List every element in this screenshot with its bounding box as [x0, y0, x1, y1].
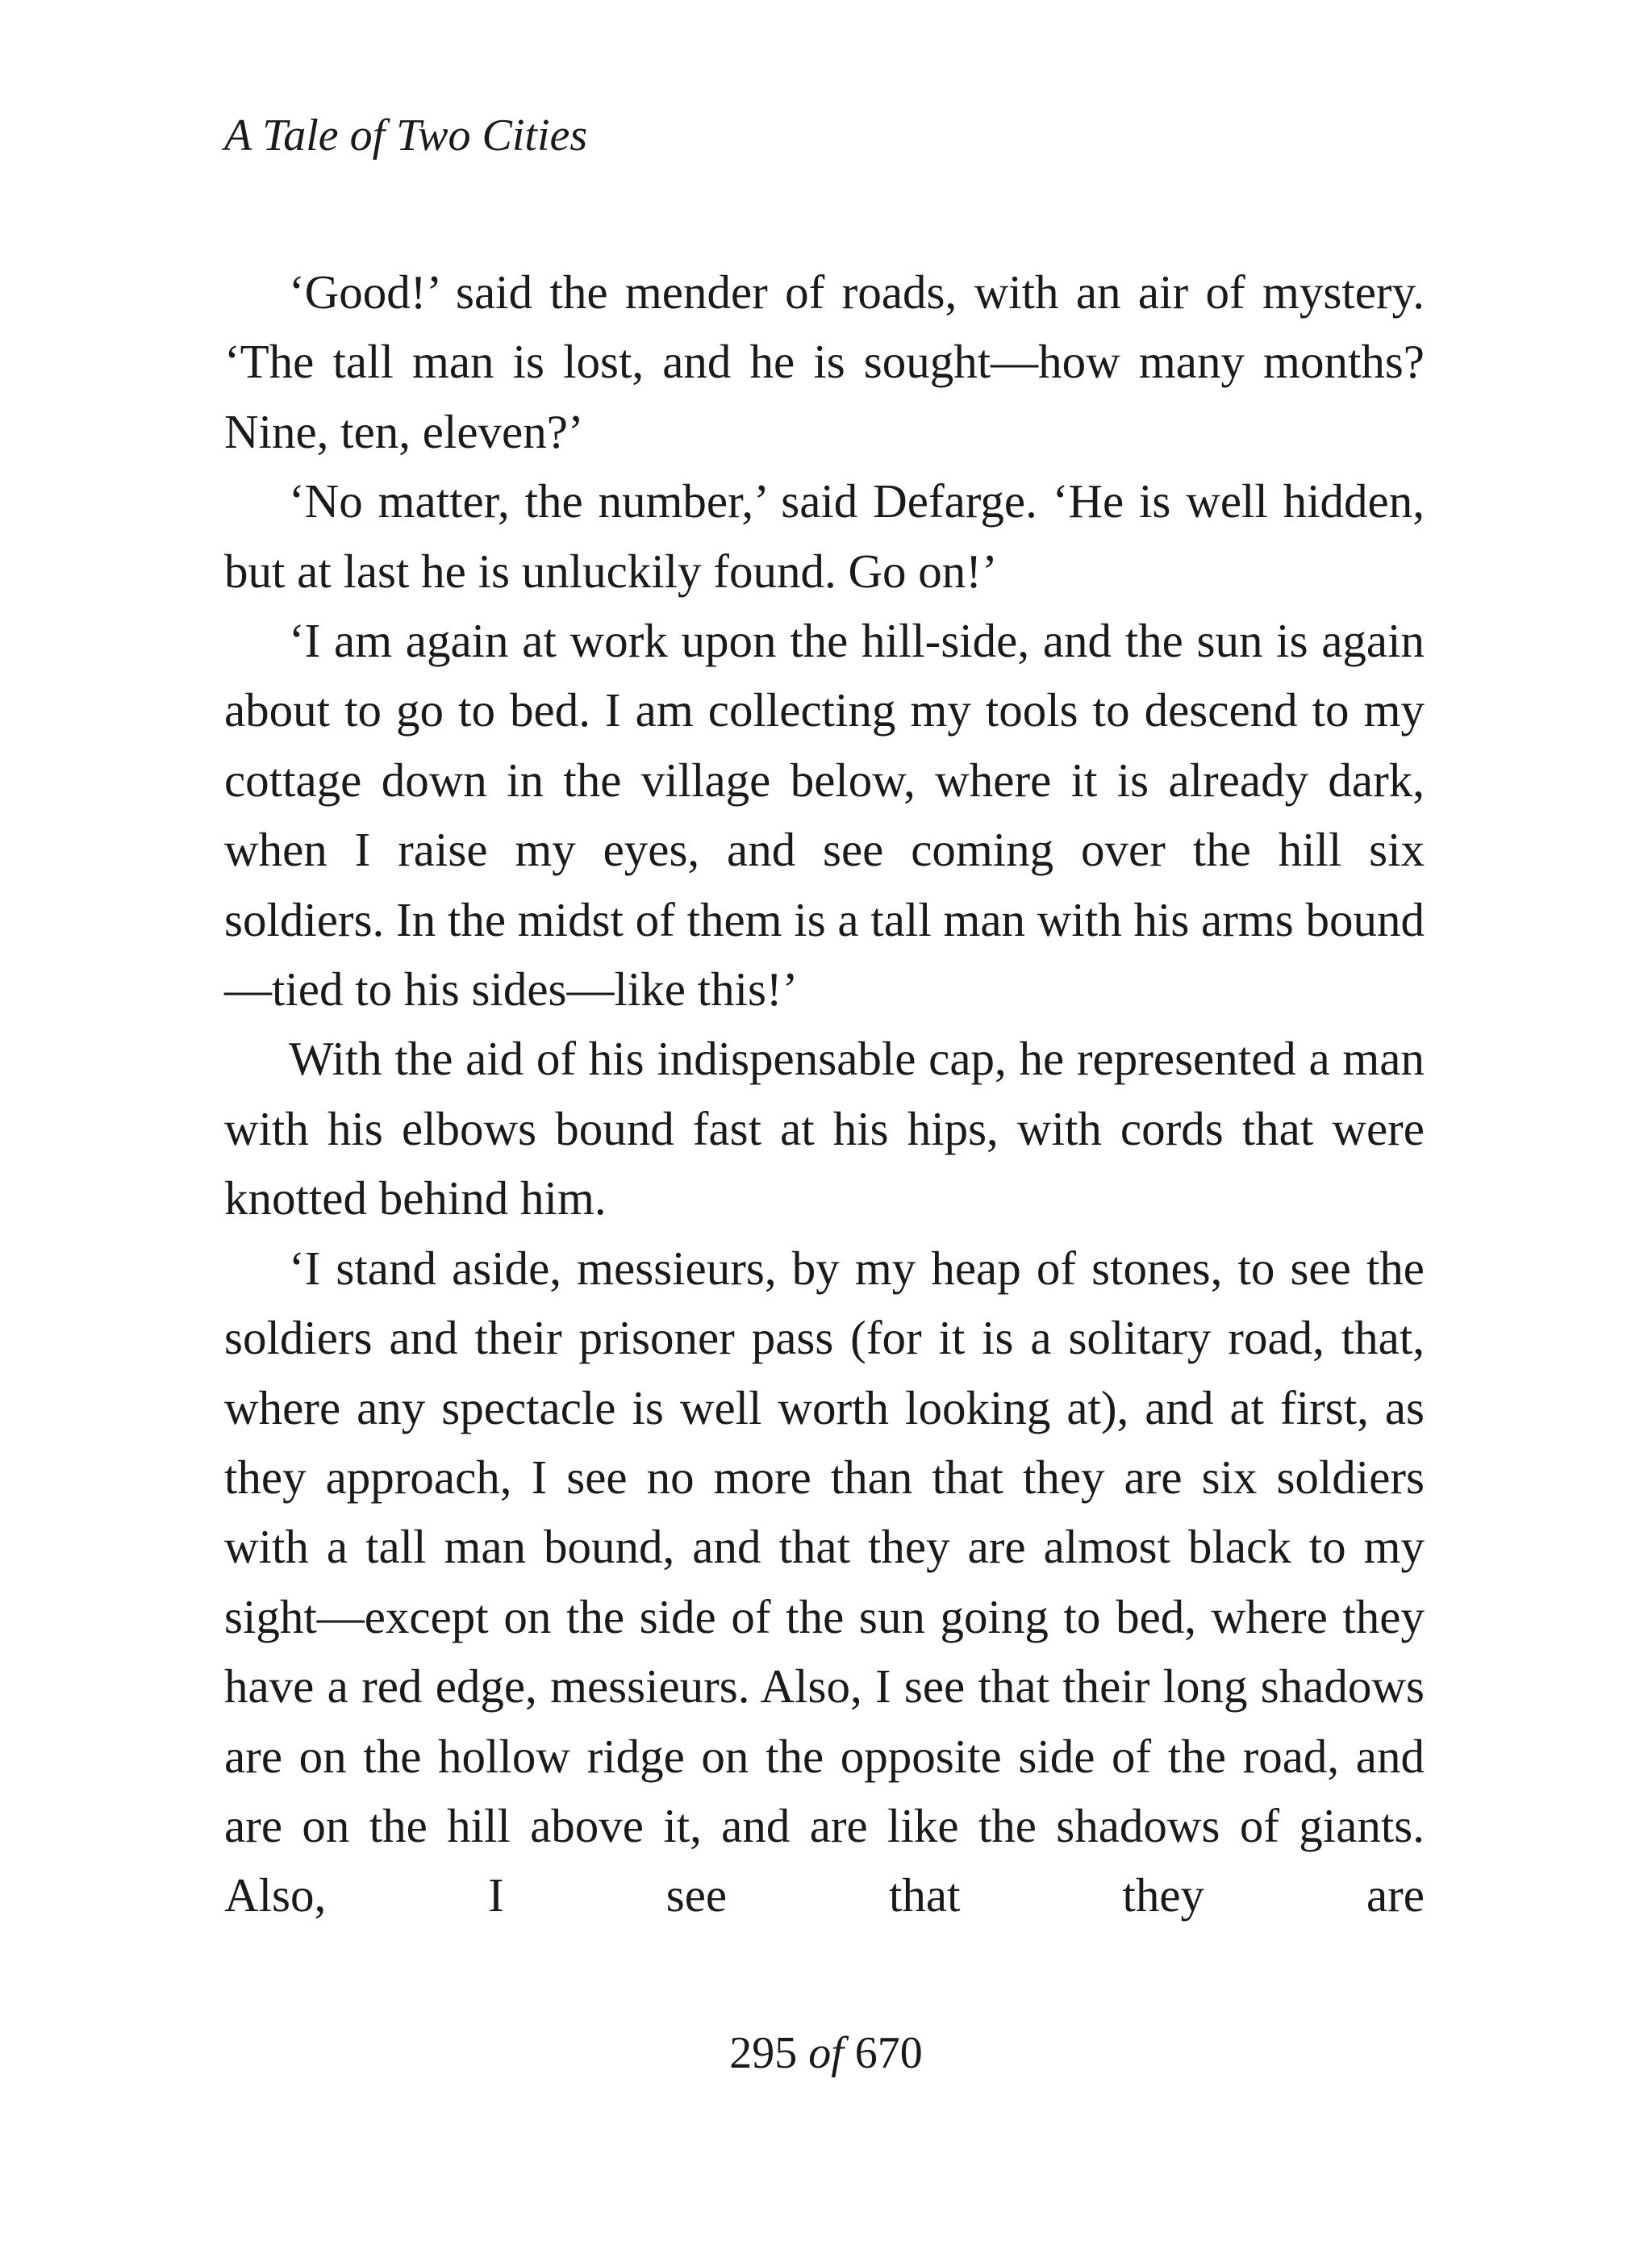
paragraph: ‘I stand aside, messieurs, by my heap of stones, to see the soldiers and their prisoner pass (for it is a solitary road, that, where any spectacle is well worth looking at), and at first, as they approach, I see no more than that they are six soldiers with a tall man bound, and that they are almost black to my sight—except on the side of the sun going to bed, where they have a red edge, messieurs. Also, I see that their long shadows are on the hollow ridge on the opposite side of the road, and are on the hill above it, and are like the shadows of giants. Also, I see that they are [224, 1241, 1425, 1922]
body-text [224, 257, 1425, 1931]
running-head: A Tale of Two Cities [224, 111, 588, 161]
paragraph: ‘I am again at work upon the hill-side, and the sun is again about to go to bed. I am collecting my tools to descend to my cottage down in the village below, where it is already dark, when I raise my eyes, and see coming over the hill six soldiers. In the midst of them is a tall man with his arms bound—tied to his sides—like this!’ [224, 614, 1425, 1016]
total-page-count: 670 [854, 2028, 923, 2078]
current-page-number: 295 [729, 2028, 798, 2078]
page-indicator [0, 2021, 1652, 2085]
page-separator: of [808, 2028, 844, 2078]
paragraph: ‘Good!’ said the mender of roads, with an air of mystery. ‘The tall man is lost, and he is sought—how many months? Nine, ten, eleven?’ [224, 265, 1425, 458]
paragraph: With the aid of his indispensable cap, he represented a man with his elbows bound fast at his hips, with cords that were knotted behind him. [224, 1032, 1425, 1225]
paragraph: ‘No matter, the number,’ said Defarge. ‘He is well hidden, but at last he is unluckily found. Go on!’ [224, 474, 1425, 598]
